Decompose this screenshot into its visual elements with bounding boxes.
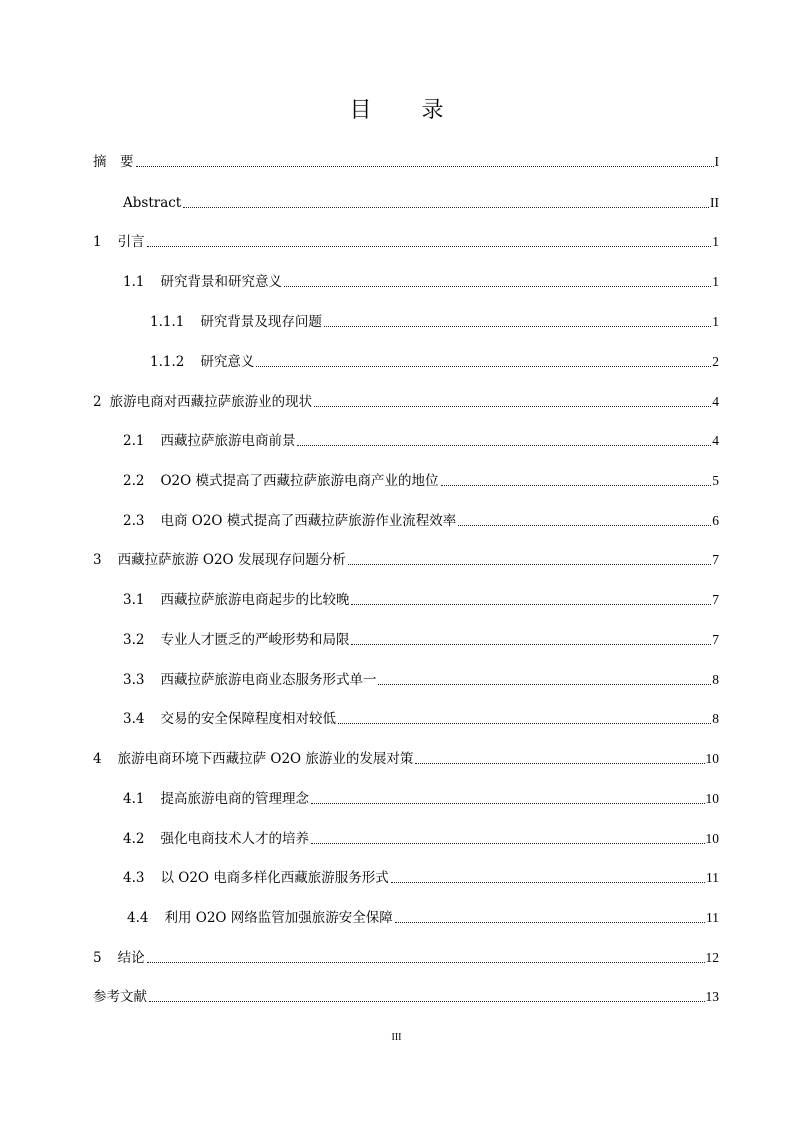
- toc-entry-abstract-cn[interactable]: [93, 150, 719, 172]
- toc-entry-section-3-2[interactable]: [123, 628, 719, 650]
- toc-entry-number: 4.1: [123, 791, 145, 807]
- toc-page-number: 4: [712, 433, 719, 448]
- toc-entry-label: [93, 392, 312, 412]
- dot-leader: [147, 246, 712, 247]
- toc-entry-text: 参考文献: [93, 989, 147, 1005]
- toc-entry-chapter-5[interactable]: [93, 946, 719, 968]
- toc-entry-number: 4: [93, 751, 102, 767]
- toc-entry-label: [93, 550, 346, 570]
- toc-entry-section-3-4[interactable]: [123, 707, 719, 729]
- toc-entry-label: [123, 590, 349, 610]
- dot-leader: [284, 286, 711, 287]
- toc-entry-number: 5: [93, 950, 102, 966]
- toc-entry-number: 1: [93, 234, 102, 250]
- toc-entry-label: [123, 630, 349, 650]
- toc-page-number: 5: [712, 473, 719, 488]
- toc-entry-text: 引言: [117, 234, 145, 250]
- toc-entry-number: 3.1: [123, 592, 145, 608]
- toc-page-number: 2: [712, 354, 719, 369]
- toc-page-number: 4: [712, 394, 719, 409]
- toc-page-number: 8: [712, 672, 719, 687]
- footer-page-number: III: [391, 1032, 402, 1043]
- toc-entry-text: 结论: [117, 950, 145, 966]
- toc-entry-section-2-1[interactable]: [123, 429, 719, 451]
- toc-entry-number: 4.2: [123, 831, 145, 847]
- toc-page-number: 10: [705, 791, 719, 806]
- dot-leader: [348, 564, 711, 565]
- toc-entry-section-4-3[interactable]: [123, 866, 719, 888]
- dot-leader: [441, 485, 712, 486]
- toc-entry-text: 专业人才匮乏的严峻形势和局限: [160, 632, 350, 648]
- toc-entry-label: [123, 868, 389, 888]
- toc-entry-label: [123, 709, 336, 729]
- toc-entry-text: 利用 O2O 网络监管加强旅游安全保障: [164, 910, 393, 926]
- toc-entry-text: 旅游电商对西藏拉萨旅游业的现状: [109, 394, 313, 410]
- dot-leader: [311, 843, 705, 844]
- dot-leader: [458, 525, 711, 526]
- toc-entry-number: 2.2: [123, 473, 145, 489]
- toc-entry-chapter-1[interactable]: [93, 230, 719, 252]
- toc-entry-text: 旅游电商环境下西藏拉萨 O2O 旅游业的发展对策: [117, 751, 414, 767]
- toc-page-number: 10: [705, 831, 719, 846]
- toc-entry-label: [93, 232, 145, 252]
- toc-entry-label: [93, 948, 145, 968]
- dot-leader: [395, 922, 705, 923]
- toc-entry-chapter-2[interactable]: [93, 390, 719, 412]
- toc-page-number: 12: [705, 950, 719, 965]
- toc-page-number: 7: [712, 632, 719, 647]
- dot-leader: [351, 644, 711, 645]
- toc-entry-text: 强化电商技术人才的培养: [160, 831, 309, 847]
- dot-leader: [314, 406, 711, 407]
- dot-leader: [147, 962, 705, 963]
- toc-entry-label: [93, 749, 413, 769]
- toc-entry-section-4-4[interactable]: [127, 906, 719, 928]
- toc-entry-number: 1.1.2: [150, 354, 185, 370]
- toc-entry-label: [93, 152, 134, 172]
- dot-leader: [378, 684, 711, 685]
- toc-entry-number: 3: [93, 552, 102, 568]
- toc-entry-section-3-3[interactable]: [123, 668, 719, 690]
- toc-entry-text: 提高旅游电商的管理理念: [160, 791, 309, 807]
- toc-page-number: 10: [705, 751, 719, 766]
- toc-entry-number: 1.1.1: [150, 314, 185, 330]
- toc-entry-text: 西藏拉萨旅游电商起步的比较晚: [160, 592, 350, 608]
- toc-page-number: 8: [712, 711, 719, 726]
- toc-page-number: 7: [712, 552, 719, 567]
- toc-entry-text: 摘 要: [93, 154, 134, 170]
- toc-page-number: 1: [712, 274, 719, 289]
- toc-page-number: 1: [712, 314, 719, 329]
- dot-leader: [324, 326, 711, 327]
- toc-entry-text: Abstract: [123, 195, 182, 211]
- toc-entry-section-1-1-1[interactable]: [150, 310, 719, 332]
- dot-leader: [149, 1001, 705, 1002]
- toc-entry-label: [127, 908, 393, 928]
- toc-entry-text: 交易的安全保障程度相对较低: [160, 711, 336, 727]
- toc-entry-section-4-1[interactable]: [123, 787, 719, 809]
- dot-leader: [136, 166, 714, 167]
- toc-entry-section-1-1[interactable]: [123, 270, 719, 292]
- dot-leader: [297, 445, 711, 446]
- toc-entry-number: 2: [93, 394, 102, 410]
- toc-entry-label: [123, 431, 295, 451]
- toc-entry-label: [123, 511, 456, 531]
- toc-entry-references[interactable]: [93, 985, 719, 1007]
- toc-page-number: 6: [712, 513, 719, 528]
- toc-entry-label: [150, 352, 254, 372]
- page-title: 目 录: [349, 98, 458, 123]
- dot-leader: [415, 763, 704, 764]
- toc-entry-label: [123, 193, 181, 213]
- toc-entry-text: 以 O2O 电商多样化西藏旅游服务形式: [160, 870, 389, 886]
- toc-entry-number: 1.1: [123, 274, 145, 290]
- toc-entry-section-3-1[interactable]: [123, 588, 719, 610]
- toc-entry-label: [123, 670, 376, 690]
- toc-entry-number: 2.1: [123, 433, 145, 449]
- toc-entry-number: 3.2: [123, 632, 145, 648]
- toc-entry-number: 2.3: [123, 513, 145, 529]
- toc-page-number: I: [714, 154, 719, 169]
- toc-entry-section-4-2[interactable]: [123, 827, 719, 849]
- toc-entry-text: 研究背景及现存问题: [200, 314, 322, 330]
- dot-leader: [183, 207, 709, 208]
- toc-page-number: 1: [712, 234, 719, 249]
- dot-leader: [391, 882, 705, 883]
- toc-page-number: II: [710, 195, 719, 210]
- toc-page-number: 11: [706, 910, 719, 925]
- toc-entry-label: [123, 829, 309, 849]
- toc-entry-text: 研究意义: [200, 354, 255, 370]
- toc-entry-number: 3.4: [123, 711, 145, 727]
- toc-page-number: 11: [706, 870, 719, 885]
- toc-entry-label: [150, 312, 322, 332]
- toc-entry-label: [123, 471, 439, 491]
- toc-entry-text: 西藏拉萨旅游电商业态服务形式单一: [160, 672, 377, 688]
- toc-page-number: 7: [712, 592, 719, 607]
- toc-entry-number: 3.3: [123, 672, 145, 688]
- toc-entry-label: [123, 789, 309, 809]
- toc-entry-abstract-en[interactable]: [123, 191, 719, 213]
- toc-entry-chapter-3[interactable]: [93, 548, 719, 570]
- dot-leader: [351, 604, 711, 605]
- toc-entry-section-2-3[interactable]: [123, 509, 719, 531]
- toc-page-number: 13: [705, 989, 719, 1004]
- toc-entry-text: 研究背景和研究意义: [160, 274, 282, 290]
- dot-leader: [311, 803, 705, 804]
- toc-entry-number: 4.3: [123, 870, 145, 886]
- toc-entry-section-2-2[interactable]: [123, 469, 719, 491]
- dot-leader: [338, 723, 711, 724]
- toc-entry-label: [93, 987, 147, 1007]
- toc-entry-text: O2O 模式提高了西藏拉萨旅游电商产业的地位: [160, 473, 439, 489]
- dot-leader: [256, 366, 711, 367]
- toc-entry-text: 电商 O2O 模式提高了西藏拉萨旅游作业流程效率: [160, 513, 457, 529]
- toc-entry-text: 西藏拉萨旅游 O2O 发展现存问题分析: [117, 552, 346, 568]
- toc-entry-text: 西藏拉萨旅游电商前景: [160, 433, 296, 449]
- toc-entry-label: [123, 272, 282, 292]
- toc-entry-chapter-4[interactable]: [93, 747, 719, 769]
- toc-entry-section-1-1-2[interactable]: [150, 350, 719, 372]
- toc-entry-number: 4.4: [127, 910, 149, 926]
